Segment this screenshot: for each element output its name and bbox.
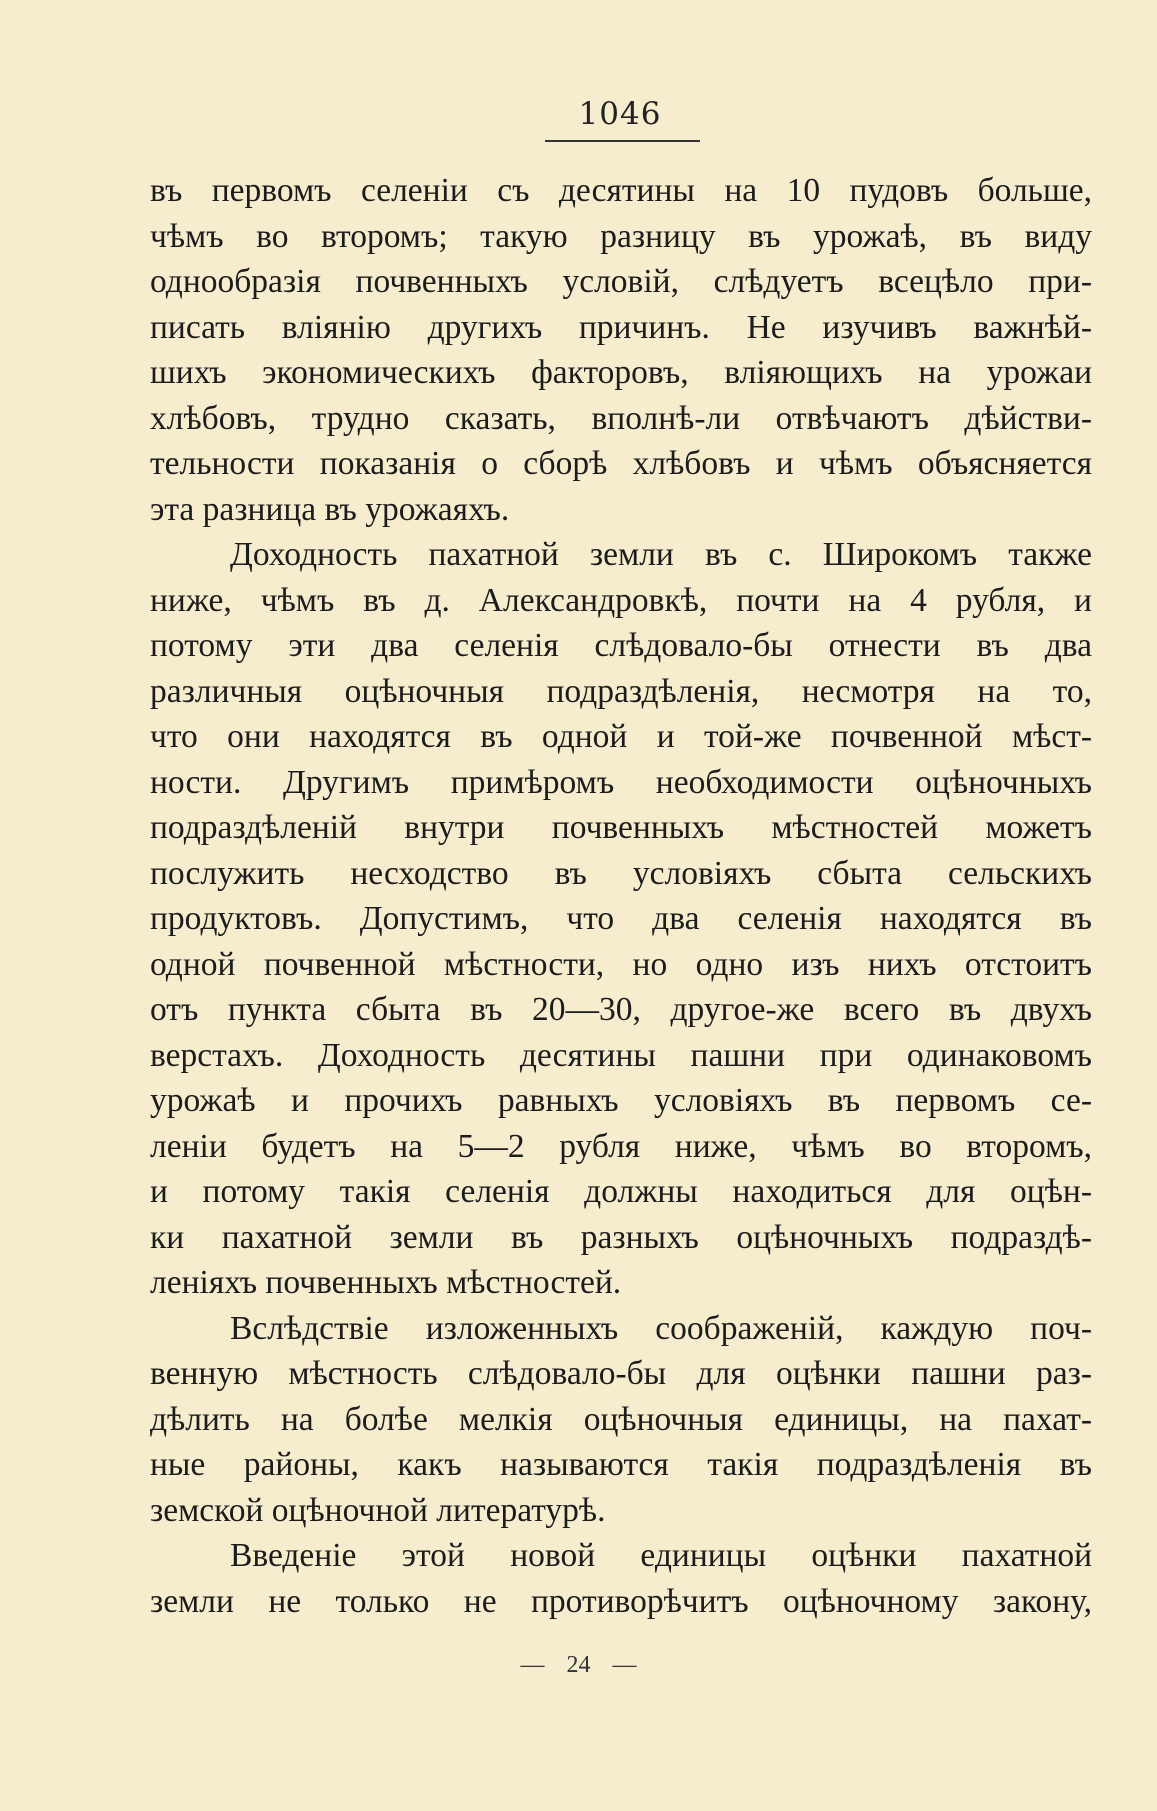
text-line: ности. Другимъ примѣромъ необходимости оцѣночныхъ <box>150 763 1092 801</box>
text-line: земской оцѣночной литературѣ. <box>150 1491 606 1529</box>
text-line: послужить несходство въ условiяхъ сбыта сельскихъ <box>150 854 1092 892</box>
text-line: и потому такiя селенiя должны находиться для оцѣн- <box>150 1173 1092 1210</box>
text-line: потому эти два селенiя слѣдовало-бы отнести въ два <box>150 627 1092 664</box>
page-header-number: 1046 <box>578 96 662 132</box>
text-line: Введенiе этой новой единицы оцѣнки пахатной <box>230 1537 1092 1574</box>
paragraph-1 <box>150 168 1092 532</box>
text-line: земли не только не противорѣчитъ оцѣночному закону, <box>150 1582 1092 1620</box>
text-line: однообразiя почвенныхъ условiй, слѣдуетъ всецѣло при- <box>150 263 1092 300</box>
paragraph-4 <box>150 1533 1092 1624</box>
text-line: чѣмъ во второмъ; такую разницу въ урожаѣ, въ виду <box>150 217 1092 255</box>
text-line: ки пахатной земли въ разныхъ оцѣночныхъ подраздѣ- <box>150 1218 1092 1256</box>
text-line: различныя оцѣночныя подраздѣленiя, несмотря на то, <box>150 672 1092 710</box>
text-line: урожаѣ и прочихъ равныхъ условiяхъ въ первомъ се- <box>150 1082 1092 1119</box>
paragraph-3 <box>150 1306 1092 1534</box>
text-line: въ первомъ селенiи съ десятины на 10 пудовъ больше, <box>150 172 1092 209</box>
text-line: тельности показанiя о сборѣ хлѣбовъ и чѣмъ объясняется <box>150 445 1092 482</box>
text-line: хлѣбовъ, трудно сказать, вполнѣ-ли отвѣчаютъ дѣйстви- <box>150 399 1092 437</box>
text-line: ниже, чѣмъ въ д. Александровкѣ, почти на 4 рубля, и <box>150 581 1092 619</box>
text-line: ленiи будетъ на 5—2 рубля ниже, чѣмъ во второмъ, <box>150 1127 1092 1165</box>
header-rule <box>545 140 700 142</box>
text-line: подраздѣленiй внутри почвенныхъ мѣстностей можетъ <box>150 809 1092 846</box>
footer-dash-left: — <box>520 1652 545 1678</box>
body-text <box>150 168 1092 1624</box>
text-line: ные районы, какъ называются такiя подраздѣленiя въ <box>150 1446 1092 1483</box>
text-line: одной почвенной мѣстности, но одно изъ нихъ отстоитъ <box>150 945 1092 983</box>
text-line: шихъ экономическихъ факторовъ, влiяющихъ на урожаи <box>150 354 1092 391</box>
text-line: верстахъ. Доходность десятины пашни при одинаковомъ <box>150 1036 1092 1074</box>
text-line: дѣлить на болѣе мелкiя оцѣночныя единицы, на пахат- <box>150 1400 1092 1438</box>
text-line: отъ пункта сбыта въ 20—30, другое-же всего въ двухъ <box>150 991 1092 1028</box>
text-line: продуктовъ. Допустимъ, что два селенiя находятся въ <box>150 900 1092 937</box>
text-line: венную мѣстность слѣдовало-бы для оцѣнки пашни раз- <box>150 1355 1092 1392</box>
footer-dash-right: — <box>612 1652 637 1678</box>
page-footer <box>0 1652 1157 1679</box>
text-line: эта разница въ урожаяхъ. <box>150 490 510 528</box>
text-line: писать влiянiю другихъ причинъ. Не изучивъ важнѣй- <box>150 308 1092 346</box>
paragraph-2 <box>150 532 1092 1306</box>
footer-page-number: 24 <box>566 1652 591 1678</box>
text-line: что они находятся въ одной и той-же почвенной мѣст- <box>150 718 1092 755</box>
text-line: ленiяхъ почвенныхъ мѣстностей. <box>150 1264 622 1301</box>
text-line: Вслѣдствiе изложенныхъ соображенiй, каждую поч- <box>230 1309 1092 1347</box>
text-line: Доходность пахатной земли въ с. Широкомъ также <box>230 536 1092 573</box>
